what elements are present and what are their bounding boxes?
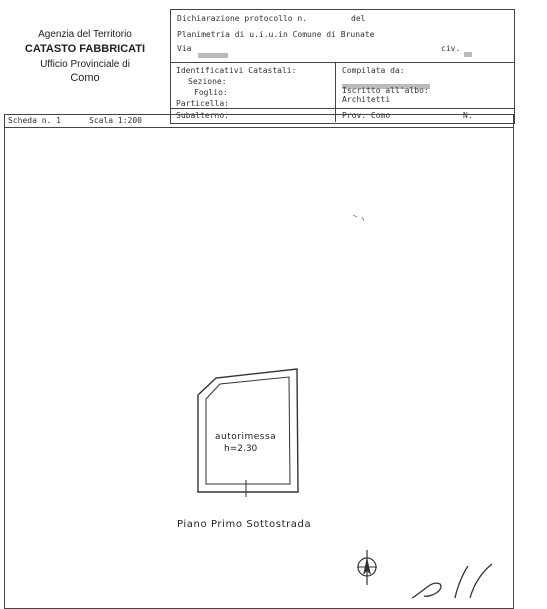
civic-number-label: civ. [441, 44, 461, 53]
room-height: h=2.30 [224, 444, 258, 454]
section-label: Sezione: [188, 77, 227, 86]
catasto-title: CATASTO FABBRICATI [24, 43, 146, 55]
province-label: Prov. Como [342, 111, 391, 120]
signature [412, 564, 492, 598]
number-label: N. [463, 111, 473, 120]
floor-caption: Piano Primo Sottostrada [177, 519, 312, 530]
sheet-number: Scheda n. 1 [8, 116, 61, 125]
room-name: autorimessa [215, 432, 277, 442]
parcel-label: Particella: [176, 99, 229, 108]
compiled-by-label: Compilata da: [342, 66, 405, 75]
date-label: del [351, 14, 366, 23]
scale-label: Scala 1:200 [89, 116, 142, 125]
office-label: Ufficio Provinciale di [40, 59, 130, 70]
cadastral-identifiers-label: Identificativi Catastali: [176, 66, 297, 75]
street-label: Via [177, 44, 192, 53]
subaltern-label: Subalterno: [176, 111, 229, 120]
north-arrow-icon [357, 550, 377, 585]
register-value: Architetti [342, 95, 391, 104]
registered-label: Iscritto all'albo: [342, 86, 429, 95]
stray-mark [353, 215, 364, 221]
plan-municipality: Planimetria di u.i.u.in Comune di Brunate [177, 30, 375, 39]
declaration-label: Dichiarazione protocollo n. [177, 14, 308, 23]
room-outline [198, 369, 298, 492]
sheet-label: Foglio: [194, 88, 228, 97]
office-city: Como [70, 72, 100, 84]
agency-name: Agenzia del Territorio [38, 29, 132, 40]
